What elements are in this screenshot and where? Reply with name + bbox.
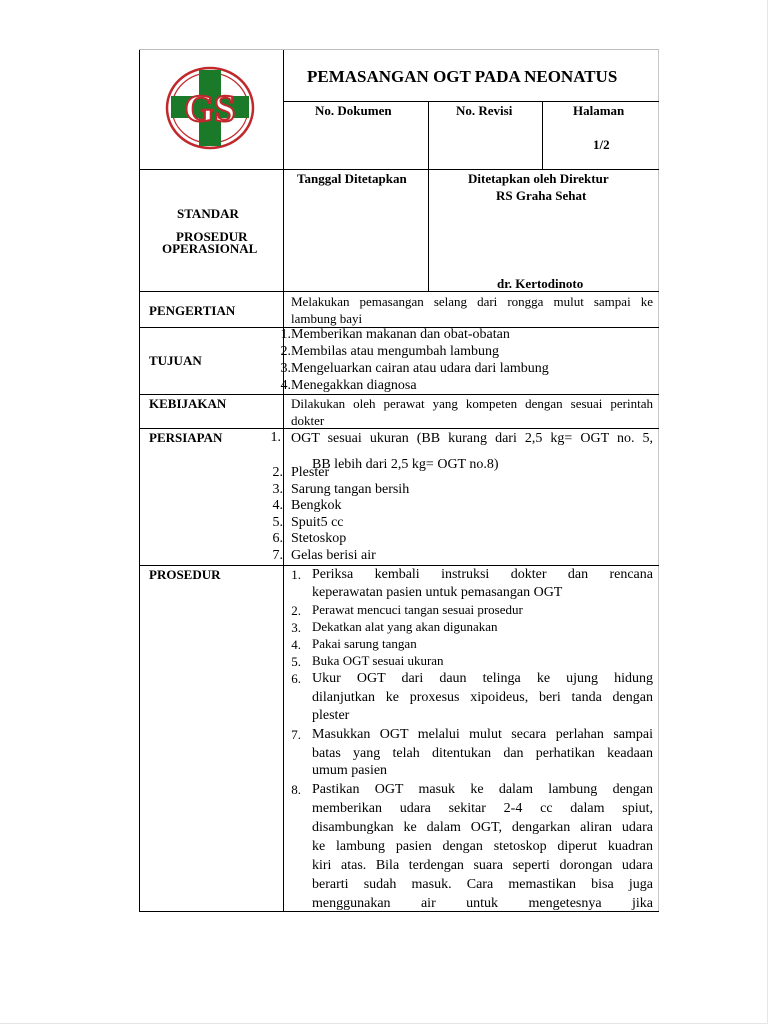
table-border-left xyxy=(139,49,140,912)
tujuan-num-2: 2. xyxy=(280,344,291,359)
prosedur-step-8-line-2: memberikan udara sekitar 2-4 cc dalam spiut, xyxy=(312,801,653,816)
hospital-logo xyxy=(165,66,255,150)
persiapan-num-5: 5. xyxy=(272,515,283,530)
prosedur-label: PROSEDUR xyxy=(149,567,221,582)
prosedur-num-1: 1. xyxy=(291,567,301,582)
prosedur-step-5: Buka OGT sesuai ukuran xyxy=(312,653,444,668)
tujuan-num-4: 4. xyxy=(280,378,291,393)
prosedur-step-1-line-1: Periksa kembali instruksi dokter dan rencana xyxy=(312,567,653,582)
ditetapkan-oleh: Ditetapkan oleh Direktur xyxy=(468,171,609,186)
tujuan-item-4: Menegakkan diagnosa xyxy=(291,378,417,393)
prosedur-step-8-line-5: kiri atas. Bila terdengan suara seperti dorongan udara xyxy=(312,858,653,873)
persiapan-item-7: Gelas berisi air xyxy=(291,548,376,563)
prosedur-step-6-line-2: dilanjutkan ke proxesus xipoideus, beri tanda dengan xyxy=(312,690,653,705)
tujuan-num-3: 3. xyxy=(280,361,291,376)
svg-text:GS: GS xyxy=(184,88,236,130)
persiapan-item-5: Spuit5 cc xyxy=(291,515,344,530)
persiapan-num-1: 1. xyxy=(270,430,281,445)
persiapan-item-1-line-2: BB lebih dari 2,5 kg= OGT no.8) xyxy=(312,457,499,472)
prosedur-num-4: 4. xyxy=(291,637,301,652)
tujuan-item-3: Mengeluarkan cairan atau udara dari lambung xyxy=(291,361,549,376)
tujuan-item-1: Memberikan makanan dan obat-obatan xyxy=(291,327,510,342)
persiapan-num-2: 2. xyxy=(272,465,283,480)
persiapan-num-4: 4. xyxy=(272,498,283,513)
header-rule xyxy=(139,169,659,170)
table-border-top xyxy=(139,49,659,50)
no-revisi-label: No. Revisi xyxy=(456,103,513,118)
table-divider-rev xyxy=(542,101,543,169)
signatory-name: dr. Kertodinoto xyxy=(497,276,584,291)
persiapan-num-7: 7. xyxy=(272,548,283,563)
kebijakan-rule xyxy=(139,428,659,429)
spo-label-1: STANDAR xyxy=(177,206,239,221)
prosedur-step-7-line-2: batas yang telah ditentukan dan perhatikan keadaan xyxy=(312,746,653,761)
prosedur-step-2: Perawat mencuci tangan sesuai prosedur xyxy=(312,602,523,617)
tujuan-num-1: 1. xyxy=(280,327,291,342)
spo-label-2: PROSEDUR xyxy=(176,229,248,244)
persiapan-num-3: 3. xyxy=(272,482,283,497)
prosedur-step-1-line-2: keperawatan pasien untuk pemasangan OGT xyxy=(312,585,563,600)
kebijakan-line-2: dokter xyxy=(291,413,325,428)
persiapan-item-6: Stetoskop xyxy=(291,531,347,546)
prosedur-num-5: 5. xyxy=(291,654,301,669)
pengertian-line-2: lambung bayi xyxy=(291,311,363,326)
prosedur-step-8-line-6: berarti sudah masuk. Cara memastikan bisa juga xyxy=(312,877,653,892)
prosedur-num-8: 8. xyxy=(291,782,301,797)
persiapan-item-4: Bengkok xyxy=(291,498,342,513)
page-title: PEMASANGAN OGT PADA NEONATUS xyxy=(307,67,618,86)
no-dokumen-label: No. Dokumen xyxy=(315,103,392,118)
halaman-label: Halaman xyxy=(573,103,625,118)
prosedur-step-8-line-7: menggunakan air untuk mengetesnya jika xyxy=(312,896,653,911)
tujuan-label: TUJUAN xyxy=(149,353,202,368)
persiapan-label: PERSIAPAN xyxy=(149,430,223,445)
tujuan-item-2: Membilas atau mengumbah lambung xyxy=(291,344,500,359)
prosedur-step-8-line-3: disambungkan ke dalam OGT, dengarkan aliran udara xyxy=(312,820,653,835)
table-divider-dok xyxy=(428,101,429,291)
table-border-right xyxy=(658,49,659,912)
prosedur-step-6-line-1: Ukur OGT dari daun telinga ke ujung hidung xyxy=(312,671,653,686)
pengertian-label: PENGERTIAN xyxy=(149,303,236,318)
tanggal-ditetapkan-label: Tanggal Ditetapkan xyxy=(297,171,407,186)
prosedur-step-7-line-3: umum pasien xyxy=(312,763,388,778)
prosedur-step-8-line-4: ke lambung pasien dengan stetoskop diperut kuadran xyxy=(312,839,653,854)
prosedur-step-7-line-1: Masukkan OGT melalui mulut secara perlahan sampai xyxy=(312,727,653,742)
prosedur-step-3: Dekatkan alat yang akan digunakan xyxy=(312,619,498,634)
prosedur-num-6: 6. xyxy=(291,671,301,686)
kebijakan-label: KEBIJAKAN xyxy=(149,396,227,411)
persiapan-num-6: 6. xyxy=(272,531,283,546)
kebijakan-line-1: Dilakukan oleh perawat yang kompeten dengan sesuai perintah xyxy=(291,396,653,411)
prosedur-step-8-line-1: Pastikan OGT masuk ke dalam lambung dengan xyxy=(312,782,653,797)
prosedur-num-7: 7. xyxy=(291,727,301,742)
prosedur-step-4: Pakai sarung tangan xyxy=(312,636,417,651)
prosedur-step-6-line-3: plester xyxy=(312,708,350,723)
persiapan-item-3: Sarung tangan bersih xyxy=(291,482,410,497)
persiapan-item-2: Plester xyxy=(291,465,330,480)
title-rule xyxy=(283,101,659,102)
prosedur-num-3: 3. xyxy=(291,620,301,635)
prosedur-num-2: 2. xyxy=(291,603,301,618)
persiapan-item-1-line-1: OGT sesuai ukuran (BB kurang dari 2,5 kg= OGT no. 5, xyxy=(291,431,653,446)
table-border-bottom xyxy=(139,911,659,912)
halaman-value: 1/2 xyxy=(593,137,610,152)
spo-label-3: OPERASIONAL xyxy=(162,241,258,256)
pengertian-line-1: Melakukan pemasangan selang dari rongga mulut sampai ke xyxy=(291,294,653,309)
hospital-name: RS Graha Sehat xyxy=(496,188,587,203)
